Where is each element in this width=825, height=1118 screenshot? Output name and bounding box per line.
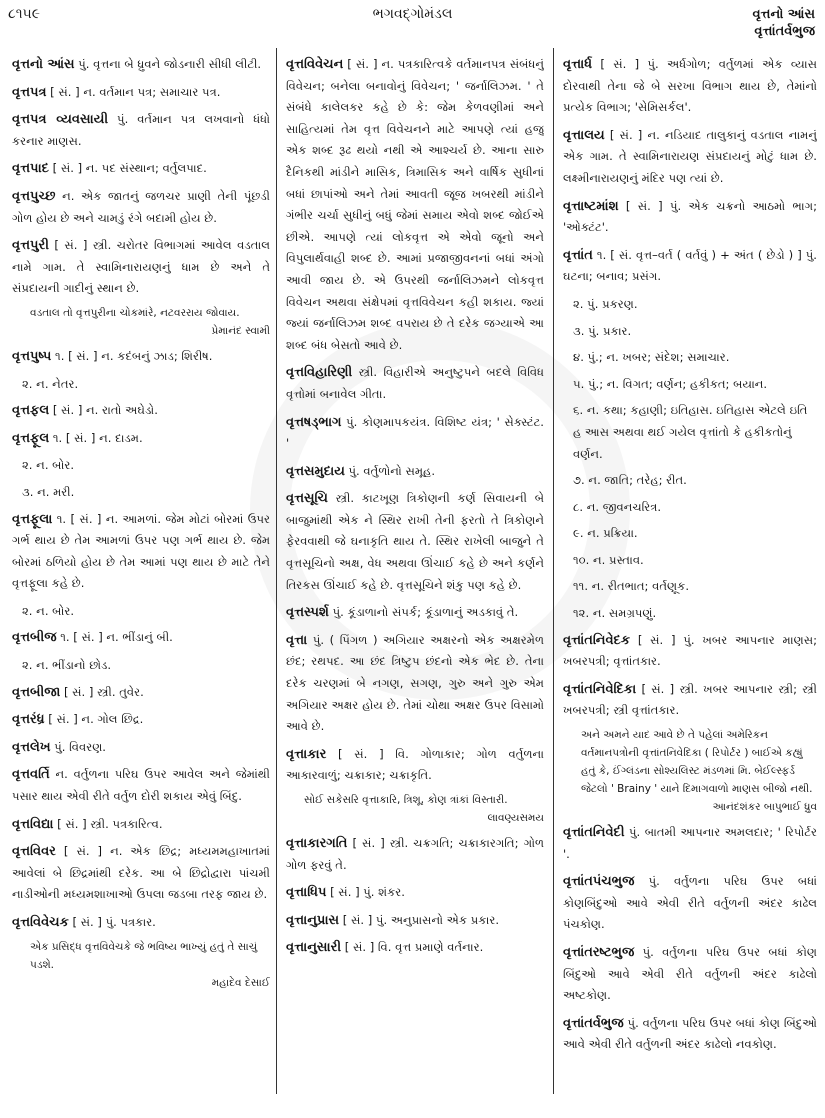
- headword: વૃત્તાંતરષ્ટભુજ: [563, 945, 635, 960]
- dictionary-entry: [12, 682, 270, 704]
- headword: વૃત્તાનુસારી: [286, 940, 342, 956]
- citation-quote: [304, 791, 544, 827]
- headword: વૃત્તાંતર્વભુજ: [563, 1015, 624, 1031]
- column-3: [563, 54, 817, 1112]
- sub-sense: ૯. ન. પ્રક્રિયા.: [573, 526, 638, 541]
- definition: [ સં. ] સ્ત્રી. ખબર આપનાર સ્ત્રી; સ્ત્રી ખબરપત્રી; સ્ત્રી વૃત્તાંતકાર.: [563, 681, 817, 718]
- sub-sense: ૧૧. ન. રીતભાત; વર્તણૂક.: [573, 579, 690, 594]
- headword: વૃત્તાંતપંચભુજ: [563, 874, 635, 890]
- headword: વૃત્તફૂલ: [12, 430, 50, 446]
- headword: વૃત્તાર્ધ: [563, 57, 593, 72]
- definition: ૧. [ સં. ] ન. દાડમ.: [52, 430, 143, 445]
- headword: વૃત્તરંધ્ર: [12, 712, 45, 728]
- definition: [ સં. ] પું. અનુપ્રાસનો એક પ્રકાર.: [342, 912, 500, 927]
- dictionary-entry: [12, 235, 270, 300]
- headword: વૃત્તાષ્ટમાંશ: [563, 198, 619, 214]
- sub-sense: ૮. ન. જીવનચરિત્ર.: [573, 499, 662, 514]
- headword: વૃત્તલેખ: [12, 739, 51, 755]
- dictionary-entry: [563, 630, 817, 673]
- headword: વૃત્તપુચ્છ: [12, 188, 56, 204]
- sub-sense: ૩. પું. પ્રકાર.: [573, 323, 632, 338]
- headword: વૃત્તનો આંસ: [12, 57, 75, 72]
- definition: [ સં. ] ન. નડિયાદ તાલુકાનું વડતાલ નામનું એક ગામ. તે સ્વામિનારાયણ સંપ્રદાયનું મોટું ધામ છે. લક્ષ્મીનારાયણનું મંદિર પણ ત્યાં છે.: [563, 127, 817, 185]
- dictionary-entry: [12, 814, 270, 836]
- sub-sense: ૧૨. ન. સમગ્રપણું.: [573, 606, 657, 621]
- quote-author: આનંદશંકર બાપુભાઈ ધ્રુવ: [712, 801, 817, 814]
- sub-sense: ૪. પું.; ન. ખબર; સંદેશ; સમાચાર.: [573, 350, 730, 365]
- definition: ૧. [ સં. ] ન. કદંબનું ઝાડ; શિરીષ.: [55, 348, 213, 363]
- headword: વૃત્તફલ: [12, 403, 50, 419]
- quote-text: વડતાલ તો વૃત્તપુરીના ચોકમાંરે, નટવરરાય જોવાય.: [30, 306, 240, 319]
- headword: વૃત્તપત્ર વ્યવસાયી: [12, 112, 109, 128]
- definition: પું. વર્તુળના પરિઘ ઉપર બધાં કોણ બિંદુઓ આવે એવી રીતે વર્તુળની અંદર કાઢેલો નવકોણ.: [563, 1015, 817, 1052]
- dictionary-entry: [286, 461, 544, 483]
- definition: પું. ( પિંગળ ) અગિયાર અક્ષરનો એક અક્ષરમેળ છંદ; રથપદ. આ છંદ ત્રિષ્ટુપ છંદનો એક ભેદ છે. તેના દરેક ચરણમાં બે નગણ, સગણ, ગુરુ અને ગુરુ એમ અગિયાર અક્ષર હોય છે. તેમાં ચોથા અક્ષર ઉપર વિસામો આવે છે.: [286, 632, 544, 734]
- definition: [ સં. ] સ્ત્રી. ચક્રગતિ; ચક્રાકારગતિ; ગોળ ગોળ ફરવું તે.: [286, 836, 544, 872]
- definition: [ સં. ] વિ. વૃત્ત પ્રમાણે વર્તનાર.: [344, 940, 484, 955]
- headword: વૃત્તપુષ્પ: [12, 348, 52, 364]
- citation-quote: [30, 304, 270, 340]
- sub-sense: ૨. ન. બોર.: [22, 603, 75, 618]
- dictionary-entry: [563, 679, 817, 722]
- headword: વૃત્તાનુપ્રાસ: [286, 912, 340, 928]
- quote-text: એક પ્રસિદ્ધ વૃત્તવિવેચકે જે ભવિષ્ય ભાખ્યું હતું તે સાચું પડશે.: [30, 940, 258, 971]
- column-1: [12, 54, 270, 1112]
- definition: પું. વર્તુળના પરિઘ ઉપર બધાં કોણબિંદુઓ આવે એવી રીતે વર્તુળની અંદર કાઢેલ પંચકોણ.: [563, 874, 817, 932]
- headword: વૃત્તવર્તિ: [12, 767, 50, 783]
- dictionary-entry: [12, 509, 270, 595]
- sub-sense: ૬. ન. કથા; કહાણી; ઇતિહાસ. ઇતિહાસ એટલે ઇતિ હ આસ અથવા થઈ ગયેલ વૃત્તાંતો કે હકીકતોનું વર્ણન.: [573, 403, 808, 461]
- definition: ન. એક જાતનું જળચર પ્રાણી તેની પૂંછડી ગોળ હોય છે અને ચામડું રંગે બદામી હોય છે.: [12, 188, 270, 225]
- headword: વૃત્તાંત: [563, 247, 593, 263]
- definition: પું. વર્તુળોનો સમૂહ.: [348, 463, 436, 478]
- dictionary-entry: [286, 744, 544, 787]
- definition: [ સં. ] પું. પત્રકાર.: [72, 915, 156, 929]
- headword: વૃત્તવિવર: [12, 844, 56, 860]
- dictionary-entry: [286, 882, 544, 904]
- headword: વૃત્તાલય: [563, 127, 605, 143]
- dictionary-entry: [286, 937, 544, 959]
- dictionary-entry: [286, 412, 544, 455]
- definition: સ્ત્રી. કાટખૂણ ત્રિકોણની કર્ણ સિવાયની બે બાજુમાંથી એક ને સ્થિર રાખી તેની ફરતો તે ત્રિકોણને ફેરવવાથી જે ઘનાકૃતિ થાય તે. સ્થિર રાખેલી બાજુને તે વૃત્તસૂચિનો અક્ષ, વેધ અથવા ઊંચાઈ કહે છે અને કર્ણને તિરકસ ઊંચાઈ કહે છે. વૃત્તસૂચિને શંકુ પણ કહે છે.: [286, 491, 544, 592]
- sub-sense: ૧૦. ન. પ્રસ્તાવ.: [573, 552, 644, 567]
- dictionary-entry: [12, 709, 270, 731]
- dictionary-entry: [12, 764, 270, 807]
- dictionary-entry: [12, 186, 270, 229]
- dictionary-entry: [563, 822, 817, 865]
- quote-text: સોઈ સકેસરિ વૃત્તાકારિ, ત્રિશૂ, કોણ ત્રાંકાં વિસ્તારી.: [304, 794, 508, 806]
- dictionary-entry: [286, 362, 544, 405]
- quote-author: લાવણ્યસમય: [487, 812, 544, 824]
- dictionary-entry: [12, 82, 270, 104]
- definition: [ સં. ] ન. વર્તમાન પત્ર; સમાચાર પત્ર.: [50, 84, 221, 99]
- definition: [ સં. ] પું. ખબર આપનાર માણસ; ખબરપત્રી; વૃત્તાંતકાર.: [563, 632, 817, 669]
- headword: વૃત્તાંતનિવેદિકા: [563, 681, 637, 697]
- sub-sense: ૩. ન. મરી.: [22, 484, 75, 499]
- definition: પું. વિવરણ.: [54, 739, 106, 754]
- definition: [ સં. ] પું. શંકર.: [330, 885, 405, 900]
- definition: [ સં. ] પું. એક ચક્રનો આઠમો ભાગ; 'ઓક્ટંટ'.: [563, 198, 817, 235]
- quote-author: પ્રેમાનંદ સ્વામી: [211, 324, 270, 337]
- headword: વૃત્તપત્ર: [12, 84, 47, 100]
- definition: [ સં. ] સ્ત્રી. પત્રકારિત્વ.: [57, 816, 163, 831]
- quote-author: મહાદેવ દેસાઈ: [211, 976, 270, 989]
- dictionary-entry: [12, 158, 270, 180]
- headword: વૃત્તવિવેચન: [286, 57, 344, 72]
- sub-sense: ૨. ન. નેતર.: [22, 376, 79, 391]
- headword: વૃત્તસમુદાય: [286, 463, 345, 479]
- dictionary-entry: [563, 196, 817, 239]
- dictionary-entry: [12, 428, 270, 450]
- definition: ૧. [ સં. ] ન. આમળાં. જેમ મોટાં બોરમાં ઉપર ગર્ભ થાય છે તેમ આમળાં ઉપર પણ ગર્ભ થાય છે. જેમ બોરમાં ઠળિયો હોય છે તેમ આમાં પણ થાય છે માટે તેને વૃત્તફૂલા કહે છે.: [12, 511, 270, 591]
- guide-words: [752, 6, 815, 40]
- headword: વૃત્તપુરી: [12, 238, 49, 254]
- sub-sense: ૨. પું. પ્રકરણ.: [573, 296, 638, 311]
- headword: વૃત્તફૂલા: [12, 511, 53, 527]
- dictionary-entry: [12, 346, 270, 368]
- headword: વૃત્તાંતનિવેદક: [563, 632, 631, 648]
- headword: વૃત્તાકારગતિ: [286, 836, 348, 851]
- definition: પું. કોણમાપકયંત્ર. વિશિષ્ટ યંત્ર; ' સેક્સ્ટંટ. ': [286, 414, 544, 451]
- dictionary-entry: [563, 54, 817, 119]
- dictionary-entry: [286, 833, 544, 876]
- dictionary-entry: [286, 630, 544, 738]
- sub-sense: ૨. ન. ભીંડાનો છોડ.: [22, 658, 112, 673]
- citation-quote: [30, 938, 270, 992]
- dictionary-entry: [12, 109, 270, 152]
- headword: વૃત્તવિદ્યા: [12, 816, 54, 832]
- headword: વૃત્તબીજ: [12, 630, 57, 646]
- definition: પું. વૃત્તના બે ધ્રુવને જોડનારી સીધી લીટી.: [78, 57, 262, 71]
- dictionary-entry: [12, 912, 270, 934]
- definition: [ સં. ] સ્ત્રી. તુવેર.: [63, 684, 144, 699]
- definition: ૧. [ સં. વૃત્ત–વર્ત ( વર્તવું ) + અંત ( છેડો ) ] પું. ઘટના; બનાવ; પ્રસંગ.: [563, 247, 817, 284]
- headword: વૃત્તસ્પર્શ: [286, 605, 329, 621]
- definition: સ્ત્રી. વિહારીએ અનુષ્ટુપને બદલે વિવિધ વૃત્તોમાં બનાવેલ ગીતા.: [286, 365, 544, 401]
- headword: વૃત્તપાદ: [12, 161, 49, 177]
- dictionary-entry: [563, 942, 817, 1007]
- definition: પું. વર્તમાન પત્ર લખવાનો ધંધો કરનાર માણસ.: [12, 112, 270, 148]
- page-title: ભગવદ્ગોમંડલ: [372, 6, 453, 22]
- dictionary-entry: [286, 602, 544, 624]
- dictionary-entry: [563, 245, 817, 288]
- definition: [ સં. ] ન. ગોલ છિદ્ર.: [48, 712, 144, 727]
- dictionary-entry: [12, 400, 270, 422]
- definition: ૧. [ સં. ] ન. ભીંડાનું બી.: [60, 630, 173, 645]
- headword: વૃત્તાધિપ: [286, 885, 327, 901]
- sub-sense: ૭. ન. જાતિ; તરેહ; રીત.: [573, 473, 687, 488]
- dictionary-entry: [286, 910, 544, 932]
- dictionary-entry: [563, 1013, 817, 1056]
- headword: વૃત્તસૂચિ: [286, 491, 328, 507]
- dictionary-entry: [563, 125, 817, 190]
- definition: [ સં. ] ન. રાતો અઘેડો.: [52, 403, 158, 418]
- dictionary-entry: [286, 54, 544, 356]
- headword: વૃત્તવિવેચક: [12, 915, 69, 930]
- headword: વૃત્તબીજા: [12, 684, 61, 700]
- dictionary-entry: [12, 737, 270, 759]
- dictionary-entry: [12, 627, 270, 649]
- headword: વૃત્તા: [286, 632, 308, 648]
- definition: [ સં. ] સ્ત્રી. ચરોતર વિભાગમાં આવેલ વડતાલ નામે ગામ. તે સ્વામિનારાયણનું ધામ છે અને તે સંપ્રદાયની ગાદીનું સ્થાન છે.: [12, 238, 270, 296]
- dictionary-entry: [12, 54, 270, 76]
- definition: [ સં. ] ન. પત્રકારિત્વકે વર્તમાનપત્ર સંબંધનું વિવેચન; બનેલા બનાવોનું વિવેચન; ' જર્નાલિઝમ. ' તે સંબંધે કાલેલકર કહે છે કે: જેમ કેળવણીમાં અને સાહિત્યમાં તેમ વૃત્ત વિવેચનને માટે આપણે ત્યાં હજુ એક શબ્દ રૂઢ થયો નથી એ આશ્ચર્ય છે. આના સારુ દૈનિકથી માંડીને માસિક, ત્રિમાસિક અને વાર્ષિક સુધીનાં બધાં છાપાંઓ અને તેમાં આવતી જૂજ ખબરથી માંડીને ગંભીર ચર્ચા સુધીનું બધું જેમાં સમાય એવો શબ્દ જોઈએ છીએ. આપણે ત્યાં લોકવૃત્ત એ એવો જૂનો અને વિપુલાર્થવાહી શબ્દ છે. આમાં પ્રજાજીવનનાં બધાં અંગો આવી જાય છે. એ ઉપરથી જર્નાલિઝમને લોકવૃત્ત વિવેચન અથવા સંક્ષેપમાં વૃત્તવિવેચન કહી શકાય. જ્યાં જ્યાં જર્નાલિઝમ શબ્દ વપરાય છે તે દરેક જગ્યાએ આ શબ્દ બંધ બેસતો આવે છે.: [286, 57, 544, 352]
- definition: પું. બાતમી આપનાર અમલદાર; ' રિપોર્ટર '.: [563, 825, 817, 861]
- guide-word-last: વૃત્તાંતર્વભુજ: [754, 24, 815, 39]
- definition: [ સં. ] વિ. ગોળાકાર; ગોળ વર્તુળના આકારવાળું; ચક્રાકાર; ચક્રાકૃતિ.: [286, 746, 544, 783]
- headword: વૃત્તવિહારિણી: [286, 365, 353, 381]
- definition: [ સં. ] પું. અર્ધગોળ; વર્તુળમાં એક વ્યાસ દોરવાથી તેના જે બે સરખા વિભાગ થાય છે, તેમાંનો પ્રત્યેક વિભાગ; 'સેમિસર્કલ'.: [563, 57, 817, 115]
- page-header: [0, 0, 825, 48]
- dictionary-entry: [12, 841, 270, 906]
- citation-quote: [581, 726, 817, 816]
- dictionary-entry: [286, 488, 544, 596]
- dictionary-columns: [0, 54, 825, 1112]
- definition: ન. વર્તુળના પરિઘ ઉપર આવેલ અને જેમાંથી પસાર થાય એવી રીતે વર્તુળ દોરી શકાય એવું બિંદુ.: [12, 767, 270, 804]
- guide-word-first: વૃત્તનો આંસ: [752, 7, 815, 22]
- headword: વૃત્તાંતનિવેદી: [563, 825, 625, 841]
- dictionary-entry: [563, 871, 817, 936]
- quote-text: અને અમને યાદ આવે છે તે પહેલાં અમેરિકન વર્તમાનપત્રોની વૃત્તાંતનિવેદિકા ( રિપોર્ટર ) બાઈએ કહ્યું હતું કે, ઈંગ્લંડના સોશ્યલિસ્ટ મંડળમાં મિ. બેઈલ્સ્ફર્ડ જેટલો ' Brainy ' યાને દિમાગવાળો માણસ બીજો નથી.: [581, 729, 813, 796]
- sub-sense: ૨. ન. બોર.: [22, 458, 75, 473]
- headword: વૃત્તાકાર: [286, 746, 327, 762]
- sub-sense: ૫. પું.; ન. વિગત; વર્ણન; હકીકત; બયાન.: [573, 376, 768, 391]
- page-number: ૮૧૫૯: [8, 6, 41, 22]
- definition: પું. કૂંડાળાનો સંપર્ક; કૂંડાળાનું અડકાવું તે.: [332, 605, 519, 620]
- headword: વૃત્તષડ્ભાગ: [286, 414, 342, 430]
- column-2: [286, 54, 544, 1112]
- definition: [ સં. ] ન. પદ સંસ્થાન; વર્તુલપાદ.: [52, 161, 207, 176]
- definition: પું. વર્તુળના પરિઘ ઉપર બધાં કોણ બિંદુઓ આવે એવી રીતે વર્તુળની અંદર કાઢેલો અષ્ટકોણ.: [563, 945, 817, 1003]
- definition: [ સં. ] ન. એક છિદ્ર; મધ્યમમહાખાતમાં આવેલાં બે છિદ્રમાંથી દરેક. આ બે છિદ્રોદ્વારા પાંચમી નાડીઓની મધ્યમશાખાઓ ઉપલા જડબા તરફ જાય છે.: [12, 844, 270, 902]
